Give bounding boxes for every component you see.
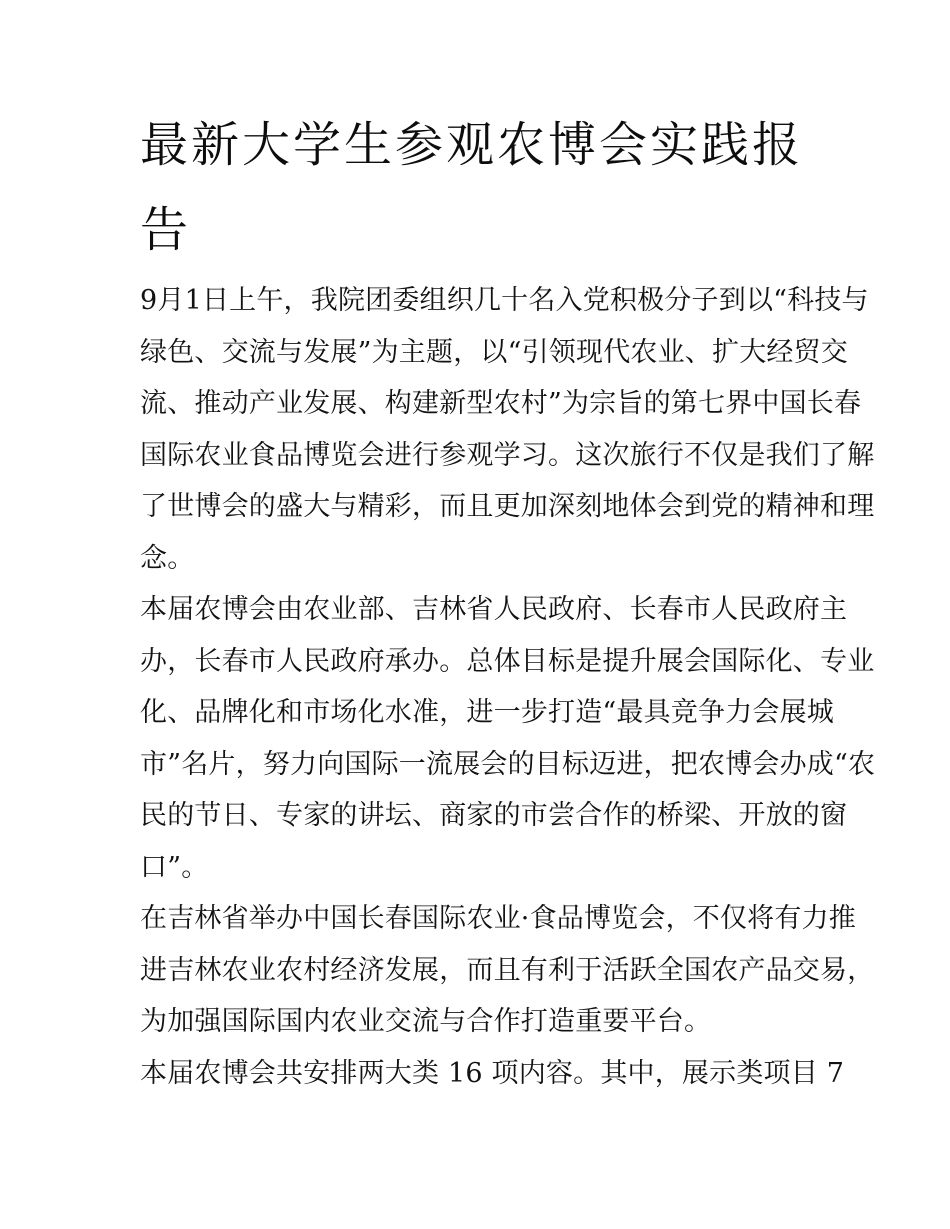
text-line: 绿色、交流与发展”为主题，以“引领现代农业、扩大经贸交 [140,336,849,368]
paragraph [140,584,876,893]
text-line: 念。 [140,542,195,574]
document-title [140,103,830,273]
text-line: 市”名片，努力向国际一流展会的目标迈进，把农博会办成“农 [140,748,876,780]
text-line: 在吉林省举办中国长春国际农业·食品博览会，不仅将有力推 [140,903,856,934]
paragraph [140,1048,845,1100]
paragraph [140,893,875,1048]
title-line: 最新大学生参观农博会实践报 [140,117,804,173]
text-line: 国际农业食品博览会进行参观学习。这次旅行不仅是我们了解 [140,439,875,471]
text-line: 办，长春市人民政府承办。总体目标是提升展会国际化、专业 [140,645,875,677]
text-line: 为加强国际国内农业交流与合作打造重要平台。 [140,1006,712,1037]
text-line: 进吉林农业农村经济发展，而且有利于活跃全国农产品交易， [140,954,875,986]
text-line: 9月1日上午，我院团委组织几十名入党积极分子到以“科技与 [140,285,869,316]
text-line: 口”。 [140,851,209,883]
title-line: 告 [140,202,192,258]
text-line: 流、推动产业发展、构建新型农村”为宗旨的第七界中国长春 [140,388,862,419]
text-line: 本届农博会由农业部、吉林省人民政府、长春市人民政府主 [140,594,848,625]
text-line: 本届农博会共安排两大类 16 项内容。其中，展示类项目 7 [140,1057,845,1089]
text-line: 民的节日、专家的讲坛、商家的市尝合作的桥梁、开放的窗 [140,800,848,831]
text-line: 化、品牌化和市场化水准，进一步打造“最具竞争力会展城 [140,697,835,728]
document-content [140,103,876,1099]
document-body [140,275,876,1099]
paragraph [140,275,875,584]
text-line: 了世博会的盛大与精彩，而且更加深刻地体会到党的精神和理 [140,491,875,522]
